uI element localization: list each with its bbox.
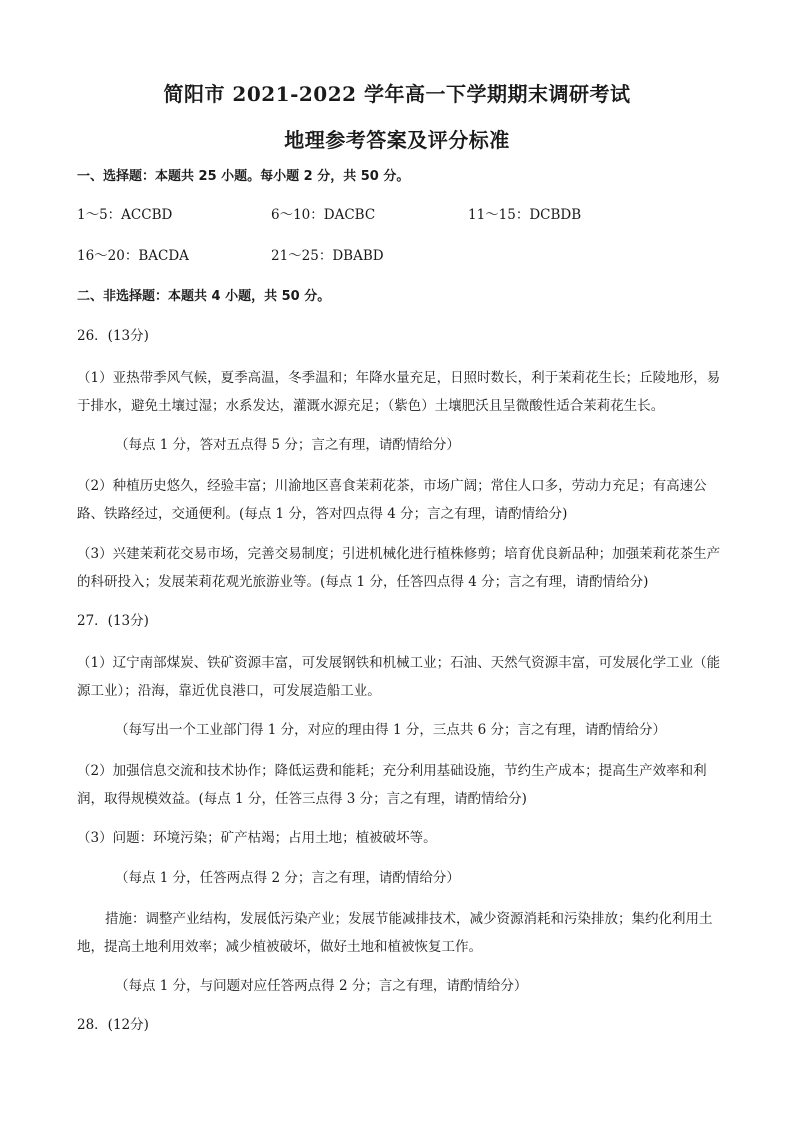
- mc-answers-1-5: 1～5：ACCBD: [77, 207, 173, 223]
- q26-part2: （2）种植历史悠久，经验丰富；川渝地区喜食茉莉花茶，市场广阔；常住人口多，劳动力充足；有高速公路、铁路经过，交通便利。(每点 1 分，答对四点得 4 分；言之有理，请酌情给分): [77, 478, 707, 522]
- section-2-heading: 二、非选择题：本题共 4 小题，共 50 分。: [77, 289, 331, 304]
- q27-part2: （2）加强信息交流和技术协作；降低运费和能耗；充分利用基础设施，节约生产成本；提高生产效率和利润，取得规模效益。(每点 1 分，任答三点得 3 分；言之有理，请酌情给分): [77, 763, 707, 807]
- mc-answers-16-20: 16～20：BACDA: [77, 248, 189, 264]
- q27-part1: （1）辽宁南部煤炭、铁矿资源丰富，可发展钢铁和机械工业；石油、天然气资源丰富，可发展化学工业（能源工业）；沿海，靠近优良港口，可发展造船工业。: [77, 655, 721, 699]
- q26-part3: （3）兴建茉莉花交易市场，完善交易制度；引进机械化进行植株修剪；培育优良新品种；加强茉莉花茶生产的科研投入；发展茉莉花观光旅游业等。(每点 1 分，任答四点得 4 分；言之有理，请酌情给分): [77, 546, 721, 590]
- q27-label: 27．(13分): [77, 613, 149, 629]
- q26-label: 26．(13分): [77, 328, 149, 344]
- mc-answers-21-25: 21～25：DBABD: [271, 248, 384, 264]
- q26-part1-score: （每点 1 分，答对五点得 5 分；言之有理，请酌情给分）: [115, 437, 460, 453]
- q27-part3-score: （每点 1 分，任答两点得 2 分；言之有理，请酌情给分）: [115, 870, 460, 886]
- q27-measures: 措施：调整产业结构，发展低污染产业；发展节能减排技术，减少资源消耗和污染排放；集约化利用土地，提高土地利用效率；减少植被破坏，做好土地和植被恢复工作。: [77, 911, 713, 955]
- q27-measures-score: （每点 1 分，与问题对应任答两点得 2 分；言之有理，请酌情给分）: [115, 978, 528, 994]
- q28-label: 28．(12分): [77, 1017, 149, 1033]
- section-1-heading: 一、选择题：本题共 25 小题。每小题 2 分，共 50 分。: [77, 169, 410, 184]
- q27-part1-score: （每写出一个工业部门得 1 分，对应的理由得 1 分，三点共 6 分；言之有理，请酌情给分）: [115, 722, 667, 738]
- document-title: 简阳市 2021-2022 学年高一下学期期末调研考试: [163, 82, 631, 106]
- q26-part1: （1）亚热带季风气候，夏季高温，冬季温和；年降水量充足，日照时数长，利于茉莉花生长；丘陵地形，易于排水，避免土壤过湿；水系发达，灌溉水源充足；（紫色）土壤肥沃且呈微酸性适合茉莉花生长。: [77, 370, 721, 414]
- q27-part3: （3）问题：环境污染；矿产枯竭；占用土地；植被破坏等。: [77, 830, 437, 846]
- mc-answers-11-15: 11～15：DCBDB: [468, 207, 582, 223]
- document-subtitle: 地理参考答案及评分标准: [284, 128, 510, 152]
- mc-answers-6-10: 6～10：DACBC: [271, 207, 376, 223]
